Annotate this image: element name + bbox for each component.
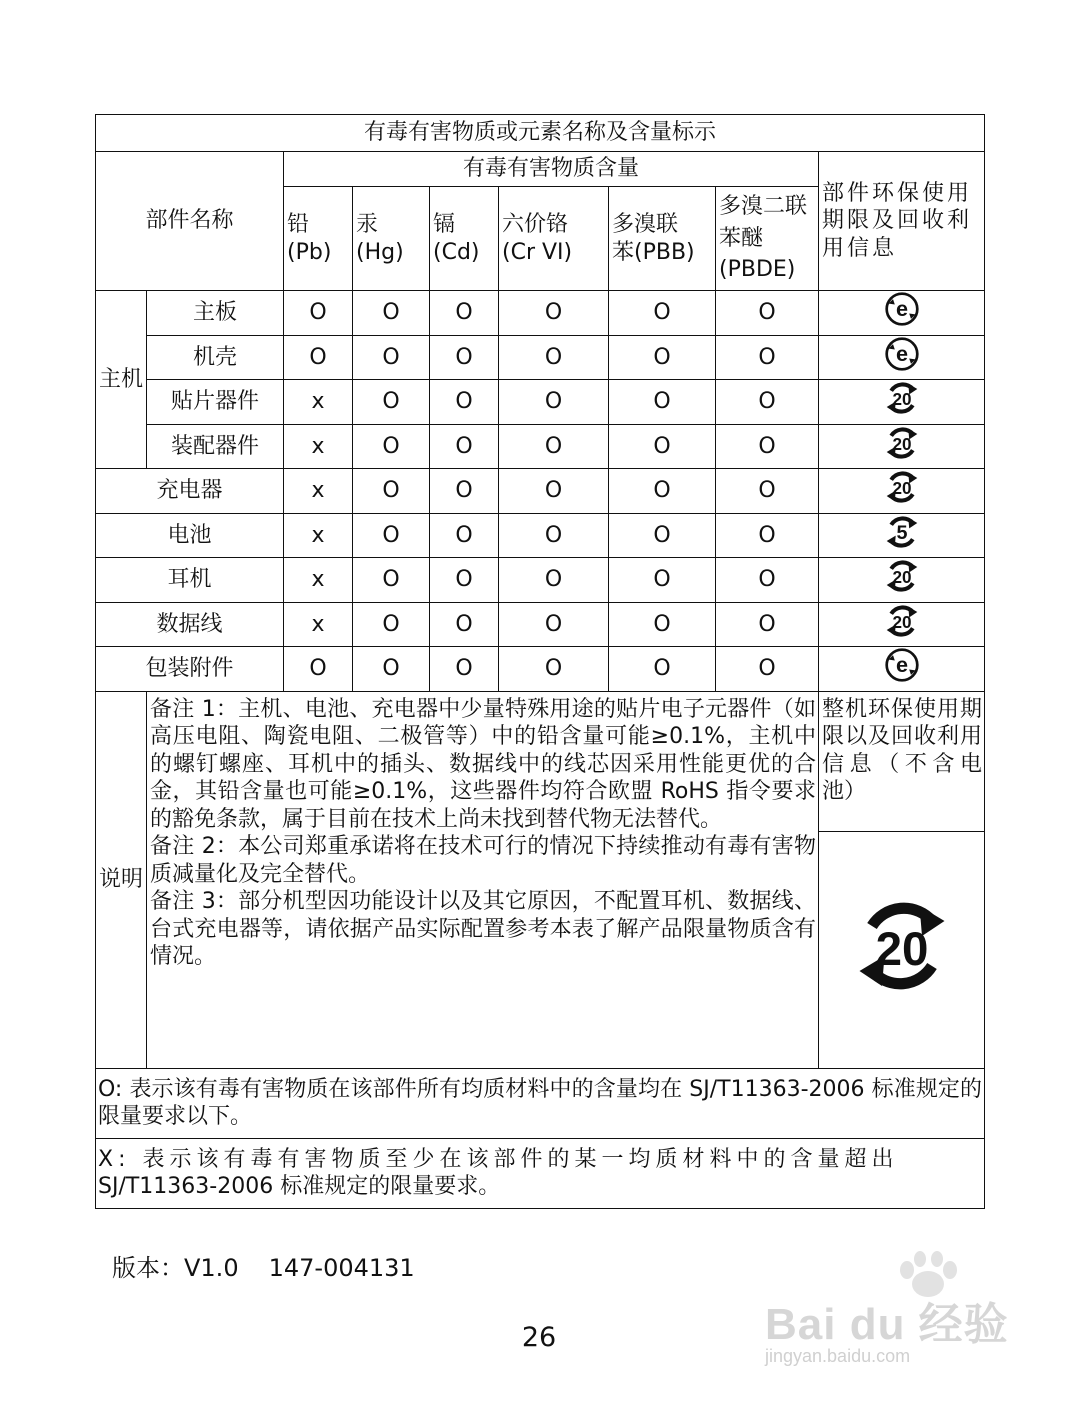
mark-pb: O [284,647,353,692]
mark-cd: O [430,335,499,380]
epup-20-icon [884,380,920,424]
table-title: 有毒有害物质或元素名称及含量标示 [96,115,985,152]
mark-hg: O [353,291,430,336]
table-row [96,291,985,336]
period-cell [819,558,985,603]
svg-text:20: 20 [875,922,928,976]
mark-hg: O [353,602,430,647]
part-name: 机壳 [147,335,284,380]
mark-crvi: O [499,424,609,469]
mark-crvi: O [499,335,609,380]
mark-crvi: O [499,291,609,336]
table-row [96,335,985,380]
epup-20-icon [884,603,920,647]
legend-o: O: 表示该有毒有害物质在该部件所有均质材料中的含量均在 SJ/T11363-2006 标准规定的限量要求以下。 [96,1068,985,1138]
period-cell [819,424,985,469]
mark-cd: O [430,469,499,514]
mark-crvi: O [499,380,609,425]
part-name: 数据线 [96,602,284,647]
table-row [96,558,985,603]
substance-header: 镉 (Cd) [430,187,499,291]
page-number: 26 [521,1322,557,1353]
period-cell [819,647,985,692]
mark-pb: x [284,513,353,558]
mark-pb: x [284,424,353,469]
table-row [96,469,985,514]
doc-number: 147-004131 [268,1254,415,1282]
mark-pbb: O [609,558,716,603]
part-name-header: 部件名称 [96,152,284,291]
mark-pbb: O [609,380,716,425]
host-group-label: 主机 [96,291,147,469]
e-icon [884,647,920,691]
mark-pbde: O [716,602,819,647]
mark-hg: O [353,335,430,380]
notes-label: 说明 [96,691,147,1068]
mark-hg: O [353,647,430,692]
table-row [96,380,985,425]
mark-crvi: O [499,558,609,603]
epup-20-icon [852,896,952,1004]
substance-group-header: 有毒有害物质含量 [284,152,819,187]
svg-text:20: 20 [892,434,912,454]
mark-pbde: O [716,424,819,469]
epup-5-icon [884,514,920,558]
period-cell [819,335,985,380]
mark-pbde: O [716,469,819,514]
part-name: 包装附件 [96,647,284,692]
mark-pbb: O [609,335,716,380]
mark-pb: O [284,335,353,380]
epup-20-icon [884,558,920,602]
mark-hg: O [353,424,430,469]
substance-header: 多溴二联 苯醚 (PBDE) [716,187,819,291]
whole-device-info: 整机环保使用期限以及回收利用信息（不含电池） [819,691,985,831]
mark-pbde: O [716,335,819,380]
e-icon [884,336,920,380]
part-name: 主板 [147,291,284,336]
svg-text:e: e [895,652,908,678]
hazardous-substance-table [95,114,985,1209]
whole-device-icon-cell [819,831,985,1068]
mark-pbde: O [716,558,819,603]
period-cell [819,469,985,514]
part-name: 贴片器件 [147,380,284,425]
note-2: 备注 2：本公司郑重承诺将在技术可行的情况下持续推动有毒有害物质减量化及完全替代。 [150,834,816,887]
table-row [96,602,985,647]
mark-crvi: O [499,647,609,692]
mark-pb: x [284,602,353,647]
epup-20-icon [884,425,920,469]
part-name: 装配器件 [147,424,284,469]
watermark-url: jingyan.baidu.com [765,1346,911,1366]
note-1: 备注 1：主机、电池、充电器中少量特殊用途的贴片电子元器件（如高压电阻、陶瓷电阻、二极管等）中的铅含量可能≥0.1%，主机中的螺钉螺座、耳机中的插头、数据线中的线芯因采用性能更优的合金，其铅含量也可能≥0.1%，这些器件均符合欧盟 RoHS 指令要求的豁免条款，属于目前在技术上尚未找到替代物无法替代。 [150,696,816,832]
mark-pbb: O [609,291,716,336]
mark-hg: O [353,513,430,558]
svg-text:20: 20 [892,389,912,409]
epup-20-icon [884,469,920,513]
substance-header: 多溴联 苯(PBB) [609,187,716,291]
substance-header: 铅 (Pb) [284,187,353,291]
period-cell [819,380,985,425]
legend-x [96,1138,985,1208]
substance-header: 汞 (Hg) [353,187,430,291]
legend-x-line2: SJ/T11363-2006 标准规定的限量要求。 [98,1174,501,1199]
svg-text:e: e [895,296,908,322]
mark-crvi: O [499,602,609,647]
mark-pb: x [284,380,353,425]
mark-pbde: O [716,291,819,336]
period-cell [819,602,985,647]
table-row [96,513,985,558]
e-icon [884,291,920,335]
mark-cd: O [430,380,499,425]
watermark-brand: Bai du 经验 [765,1300,1009,1349]
version-label: 版本：V1.0 [112,1254,239,1282]
part-name: 耳机 [96,558,284,603]
info-header: 部件环保使用期限及回收利用信息 [819,152,985,291]
svg-text:20: 20 [892,612,912,632]
mark-cd: O [430,424,499,469]
mark-hg: O [353,380,430,425]
part-name: 电池 [96,513,284,558]
baidu-watermark [765,1250,1015,1375]
mark-pb: x [284,469,353,514]
svg-text:5: 5 [896,521,908,544]
part-name: 充电器 [96,469,284,514]
legend-x-line1: X: 表示该有毒有害物质至少在该部件的某一均质材料中的含量超出 [98,1146,899,1172]
mark-pbb: O [609,602,716,647]
note-3: 备注 3：部分机型因功能设计以及其它原因，不配置耳机、数据线、台式充电器等，请依据产品实际配置参考本表了解产品限量物质含有情况。 [150,889,816,969]
mark-cd: O [430,602,499,647]
mark-cd: O [430,291,499,336]
mark-crvi: O [499,469,609,514]
mark-pb: x [284,558,353,603]
mark-pbb: O [609,424,716,469]
period-cell [819,291,985,336]
mark-hg: O [353,469,430,514]
svg-text:20: 20 [892,567,912,587]
notes-block [147,691,819,1068]
svg-text:e: e [895,340,908,366]
mark-pbde: O [716,513,819,558]
mark-pbb: O [609,513,716,558]
mark-hg: O [353,558,430,603]
mark-crvi: O [499,513,609,558]
mark-cd: O [430,558,499,603]
table-row [96,424,985,469]
mark-pbde: O [716,380,819,425]
mark-pbb: O [609,647,716,692]
mark-cd: O [430,647,499,692]
version-line [112,1248,445,1283]
svg-text:20: 20 [892,478,912,498]
substance-header: 六价铬 (Cr VI) [499,187,609,291]
period-cell [819,513,985,558]
mark-pbde: O [716,647,819,692]
table-row [96,647,985,692]
mark-cd: O [430,513,499,558]
mark-pb: O [284,291,353,336]
mark-pbb: O [609,469,716,514]
